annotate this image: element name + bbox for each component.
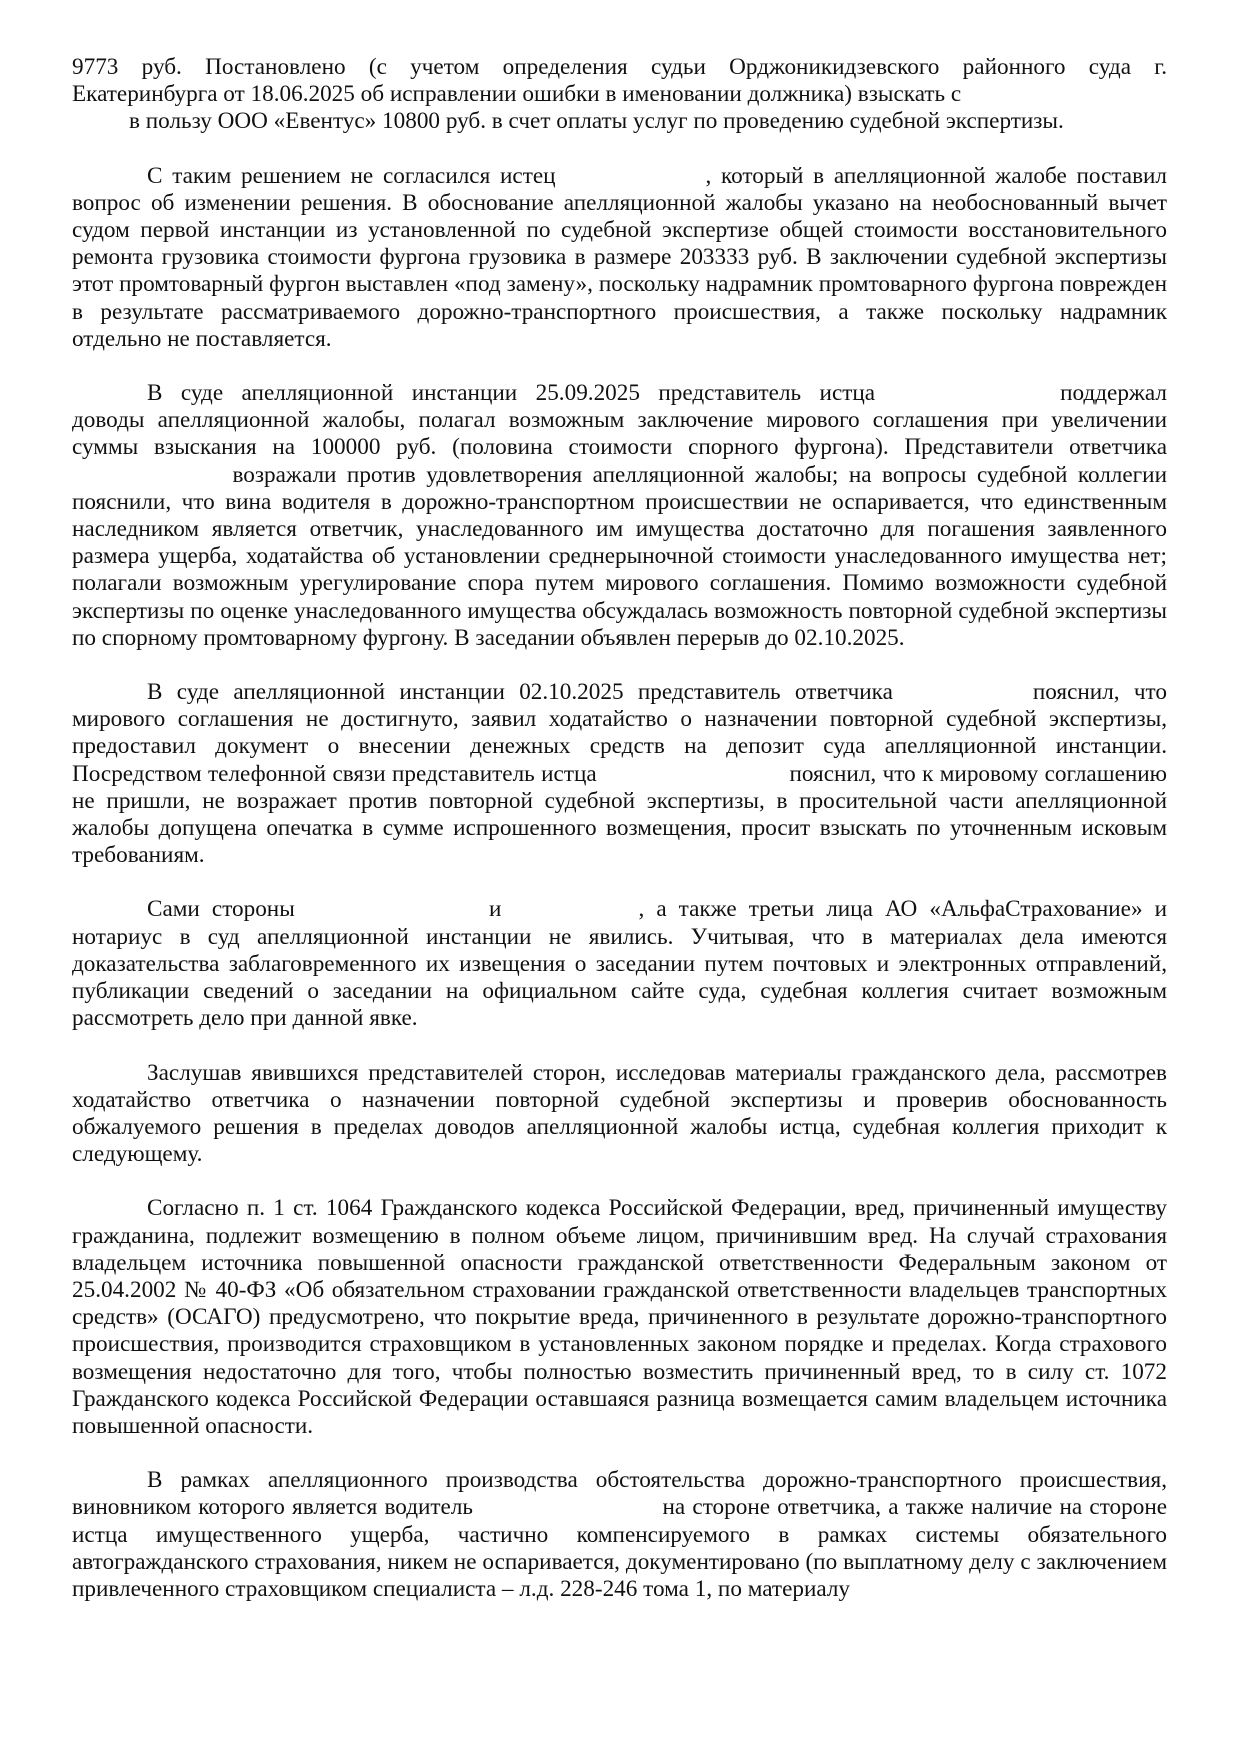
paragraph-3	[72, 380, 1167, 652]
paragraph-3-part-1: В суде апелляционной инстанции 25.09.2025 представитель истца	[147, 380, 876, 407]
paragraph-5-part-3: , а также третьи лица АО «АльфаСтрахование» и нотариус в суд апелляционной инстанции не явились. Учитывая, что в материалах дела имеются доказательства заблаговременного их извещения о заседании путем почтовых и электронных отправлений, публикации сведений о заседании на официальном сайте суда, судебная коллегия считает возможным рассмотреть дело при данной явке.	[72, 896, 1168, 1032]
paragraph-4-part-2: пояснил, что мирового соглашения не достигнуто, заявил ходатайство о назначении повторной судебной экспертизы, предоставил документ о внесении денежных средств на депозит суда апелляционной инстанции. Посредством телефонной связи представитель истца	[72, 679, 1167, 787]
paragraph-1	[72, 54, 1167, 136]
paragraph-2-part-1: С таким решением не согласился истец	[147, 162, 556, 189]
paragraph-4-part-3: пояснил, что к мировому соглашению не пришли, не возражает против повторной судебной экспертизы, в просительной части апелляционной жалобы допущена опечатка в сумме испрошенного возмещения, просит взыскать по уточненным исковым требованиям.	[72, 760, 1167, 869]
paragraph-8	[72, 1467, 1167, 1603]
paragraph-2	[72, 163, 1167, 353]
paragraph-5	[72, 896, 1167, 1032]
paragraph-6: Заслушав явившихся представителей сторон, исследовав материалы гражданского дела, рассмотрев ходатайство ответчика о назначении повторной судебной экспертизы и проверив обоснованность обжалуемого решения в пределах доводов апелляционной жалобы истца, судебная коллегия приходит к следующему.	[72, 1059, 1167, 1168]
paragraph-5-part-1: Сами стороны	[147, 896, 295, 923]
paragraph-4-part-1: В суде апелляционной инстанции 02.10.2025 представитель ответчика	[147, 679, 893, 706]
paragraph-5-part-2: и	[488, 896, 502, 923]
paragraph-3-part-2: поддержал доводы апелляционной жалобы, полагал возможным заключение мирового соглашения при увеличении суммы взыскания на 100000 руб. (половина стоимости спорного фургона). Представители ответчика	[72, 380, 1167, 461]
paragraph-7: Согласно п. 1 ст. 1064 Гражданского кодекса Российской Федерации, вред, причиненный имуществу гражданина, подлежит возмещению в полном объеме лицом, причинившим вред. На случай страхования владельцем источника повышенной опасности гражданской ответственности Федеральным законом от 25.04.2002 № 40-ФЗ «Об обязательном страховании гражданской ответственности владельцев транспортных средств» (ОСАГО) предусмотрено, что покрытие вреда, причиненного в результате дорожно-транспортного происшествия, производится страховщиком в установленных законом порядке и пределах. Когда страхового возмещения недостаточно для того, чтобы полностью возместить причиненный вред, то в силу ст. 1072 Гражданского кодекса Российской Федерации оставшаяся разница возмещается самим владельцем источника повышенной опасности.	[72, 1195, 1167, 1439]
paragraph-3-part-3: возражали против удовлетворения апелляционной жалобы; на вопросы судебной коллегии пояснили, что вина водителя в дорожно-транспортном происшествии не оспаривается, что единственным наследником является ответчик, унаследованного им имущества достаточно для погашения заявленного размера ущерба, ходатайства об установлении среднерыночной стоимости унаследованного имущества нет; полагали возможным урегулирование спора путем мирового соглашения. Помимо возможности судебной экспертизы по оценке унаследованного имущества обсуждалась возможность повторной судебной экспертизы по спорному промтоварному фургону. В заседании объявлен перерыв до 02.10.2025.	[72, 461, 1168, 651]
paragraph-8-part-2: на стороне ответчика, а также наличие на стороне истца имущественного ущерба, частично компенсируемого в рамках системы обязательного автогражданского страхования, никем не оспаривается, документировано (по выплатному делу с заключением привлеченного страховщиком специалиста – л.д. 228-246 тома 1, по материалу	[72, 1494, 1168, 1602]
paragraph-4	[72, 679, 1167, 869]
paragraph-1-line-1: 9773 руб. Постановлено (с учетом определения судьи Орджоникидзевского районного суда г.	[72, 54, 1167, 80]
paragraph-1-line-3: в пользу ООО «Евентус» 10800 руб. в счет оплаты услуг по проведению судебной экспертизы.	[129, 108, 1064, 135]
paragraph-8-part-1: В рамках апелляционного производства обстоятельства дорожно-транспортного происшествия, виновником которого является водитель	[72, 1467, 1167, 1521]
paragraph-1-line-2: Екатеринбурга от 18.06.2025 об исправлении ошибки в именовании должника) взыскать с	[72, 81, 962, 108]
paragraph-2-part-2: , который в апелляционной жалобе поставил вопрос об изменении решения. В обоснование апелляционной жалобы указано на необоснованный вычет судом первой инстанции из установленной по судебной экспертизе общей стоимости восстановительного ремонта грузовика стоимости фургона грузовика в размере 203333 руб. В заключении судебной экспертизы этот промтоварный фургон выставлен «под замену», поскольку надрамник промтоварного фургона поврежден в результате рассматриваемого дорожно-транспортного происшествия, а также поскольку надрамник отдельно не поставляется.	[72, 162, 1167, 352]
document-page	[72, 54, 1167, 1714]
